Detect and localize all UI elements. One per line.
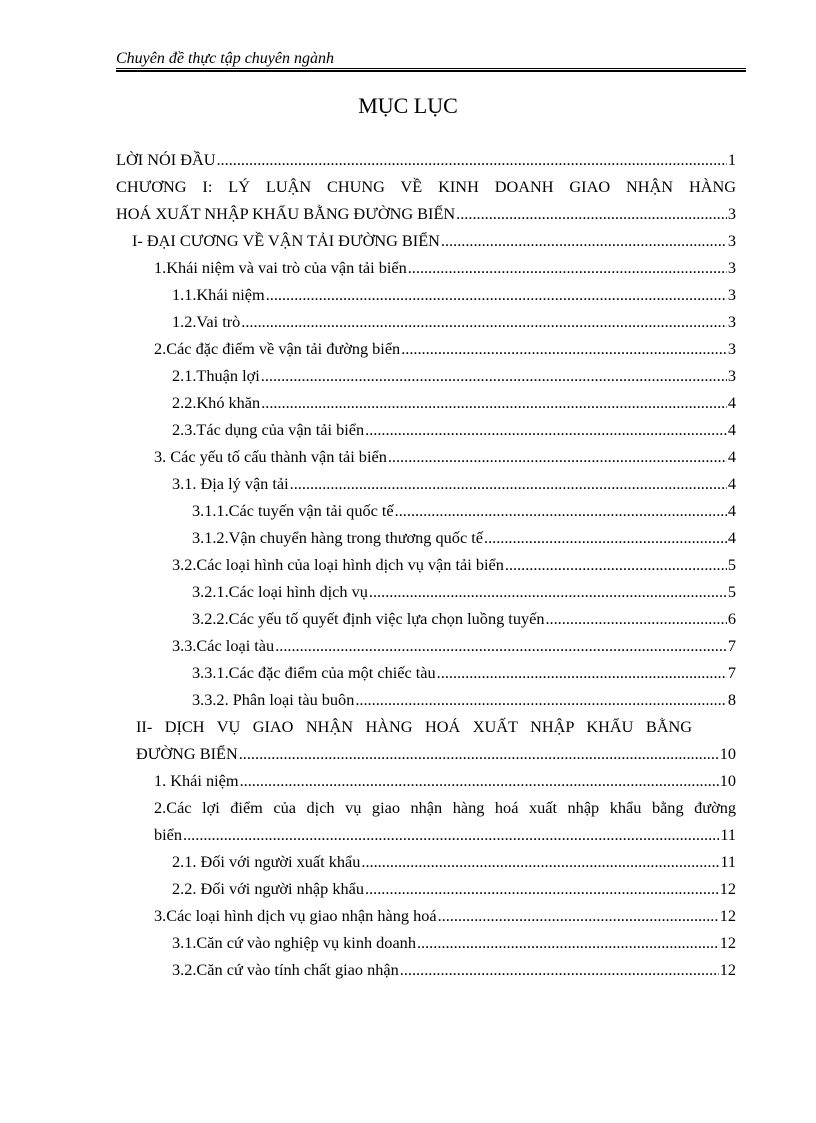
toc-entry-page: 3 bbox=[727, 285, 736, 304]
leader-dots bbox=[240, 767, 719, 794]
toc-entry-label: 3. Các yếu tố cấu thành vận tải biển bbox=[154, 447, 387, 466]
toc-entry-page: 4 bbox=[727, 420, 736, 439]
toc-entry[interactable] bbox=[172, 551, 736, 578]
toc-entry-page: 5 bbox=[727, 555, 736, 574]
toc-entry-page: 11 bbox=[720, 825, 736, 844]
header-title: Chuyên đề thực tập chuyên ngành bbox=[116, 50, 334, 67]
toc-entry[interactable] bbox=[172, 308, 736, 335]
toc-entry-label: 2.1. Đối với người xuất khẩu bbox=[172, 852, 361, 871]
toc-entry[interactable] bbox=[192, 686, 736, 713]
leader-dots bbox=[505, 551, 727, 578]
toc-entry[interactable] bbox=[172, 470, 736, 497]
toc-entry[interactable] bbox=[192, 659, 736, 686]
toc-entry[interactable] bbox=[154, 443, 736, 470]
leader-dots bbox=[437, 659, 727, 686]
toc-entry-page: 7 bbox=[727, 636, 736, 655]
toc-entry-page: 11 bbox=[720, 852, 736, 871]
toc-entry[interactable] bbox=[172, 362, 736, 389]
toc-entry-label: 3.2.Các loại hình của loại hình dịch vụ vận tải biển bbox=[172, 555, 504, 574]
leader-dots bbox=[369, 578, 727, 605]
toc-entry[interactable] bbox=[154, 254, 736, 281]
toc-entry[interactable] bbox=[172, 875, 736, 902]
toc-entry[interactable] bbox=[192, 605, 736, 632]
toc-entry-label: 1.Khái niệm và vai trò của vận tải biển bbox=[154, 258, 407, 277]
toc-entry-label: 3.2.1.Các loại hình dịch vụ bbox=[192, 582, 368, 601]
toc-entry[interactable] bbox=[154, 902, 736, 929]
toc-entry[interactable] bbox=[116, 200, 736, 227]
toc-entry-page: 10 bbox=[719, 771, 736, 790]
toc-entry[interactable] bbox=[192, 497, 736, 524]
toc-entry-label: biển bbox=[154, 825, 183, 844]
leader-dots bbox=[290, 470, 727, 497]
toc-entry-label: LỜI NÓI ĐẦU bbox=[116, 150, 216, 169]
leader-dots bbox=[395, 497, 727, 524]
leader-dots bbox=[441, 227, 727, 254]
toc-entry-label: 3.3.Các loại tàu bbox=[172, 636, 275, 655]
toc-entry[interactable] bbox=[172, 848, 736, 875]
toc-entry-page: 12 bbox=[719, 879, 736, 898]
toc-entry-page: 1 bbox=[727, 150, 736, 169]
leader-dots bbox=[261, 389, 727, 416]
toc-entry[interactable] bbox=[154, 767, 736, 794]
toc-entry[interactable] bbox=[172, 416, 736, 443]
header-rule-thick bbox=[116, 70, 746, 72]
leader-dots bbox=[261, 362, 727, 389]
toc-entry[interactable] bbox=[154, 821, 736, 848]
toc-entry-line1[interactable]: CHƯƠNG I: LÝ LUẬN CHUNG VỀ KINH DOANH GIAO NHẬN HÀNG bbox=[116, 177, 736, 196]
toc-entry-label: 3.1. Địa lý vận tải bbox=[172, 474, 289, 493]
toc-entry-page: 10 bbox=[719, 744, 736, 763]
toc-entry-line1[interactable]: II- DỊCH VỤ GIAO NHẬN HÀNG HOÁ XUẤT NHẬP KHẨU BẰNG bbox=[136, 717, 692, 736]
leader-dots bbox=[484, 524, 727, 551]
toc-entry-page: 12 bbox=[719, 933, 736, 952]
toc-entry-label: 3.3.1.Các đặc điểm của một chiếc tàu bbox=[192, 663, 436, 682]
leader-dots bbox=[408, 254, 727, 281]
leader-dots bbox=[239, 740, 719, 767]
toc-entry-label: 3.3.2. Phân loại tàu buôn bbox=[192, 690, 355, 709]
toc-entry-page: 3 bbox=[727, 258, 736, 277]
toc-entry-label: 2.2.Khó khăn bbox=[172, 393, 261, 412]
page-header bbox=[116, 50, 746, 68]
toc-entry-page: 3 bbox=[727, 312, 736, 331]
toc-entry-label: 3.1.1.Các tuyến vận tải quốc tế bbox=[192, 501, 394, 520]
leader-dots bbox=[401, 335, 727, 362]
toc-entry-label: 2.3.Tác dụng của vận tải biển bbox=[172, 420, 365, 439]
toc-entry-label: 3.2.2.Các yếu tố quyết định việc lựa chọn luồng tuyến bbox=[192, 609, 545, 628]
toc-entry-label: 3.2.Căn cứ vào tính chất giao nhận bbox=[172, 960, 399, 979]
toc-entry-label: HOÁ XUẤT NHẬP KHẨU BẰNG ĐƯỜNG BIỂN bbox=[116, 204, 456, 223]
toc-entry-label: 2.1.Thuận lợi bbox=[172, 366, 260, 385]
leader-dots bbox=[417, 929, 719, 956]
toc-entry[interactable] bbox=[116, 146, 736, 173]
header-rule-thin bbox=[116, 68, 746, 69]
toc-entry-page: 3 bbox=[727, 366, 736, 385]
leader-dots bbox=[241, 308, 727, 335]
leader-dots bbox=[266, 281, 727, 308]
toc-entry-label: 1.2.Vai trò bbox=[172, 312, 241, 331]
leader-dots bbox=[216, 146, 726, 173]
leader-dots bbox=[438, 902, 719, 929]
toc-entry-label: 1.1.Khái niệm bbox=[172, 285, 265, 304]
leader-dots bbox=[400, 956, 719, 983]
toc-entry-page: 4 bbox=[727, 393, 736, 412]
leader-dots bbox=[361, 848, 719, 875]
toc-entry[interactable] bbox=[136, 740, 736, 767]
toc-entry-label: I- ĐẠI CƯƠNG VỀ VẬN TẢI ĐƯỜNG BIỂN bbox=[132, 231, 440, 250]
toc-entry[interactable] bbox=[172, 281, 736, 308]
toc-entry[interactable] bbox=[172, 956, 736, 983]
leader-dots bbox=[183, 821, 719, 848]
leader-dots bbox=[456, 200, 727, 227]
toc-entry-label: 2.2. Đối với người nhập khẩu bbox=[172, 879, 365, 898]
page-title: MỤC LỤC bbox=[358, 93, 458, 118]
toc-entry-page: 3 bbox=[727, 231, 736, 250]
toc-entry[interactable] bbox=[192, 524, 736, 551]
leader-dots bbox=[545, 605, 726, 632]
toc-entry[interactable] bbox=[192, 578, 736, 605]
toc-entry[interactable] bbox=[172, 632, 736, 659]
toc-entry-label: 3.Các loại hình dịch vụ giao nhận hàng hoá bbox=[154, 906, 437, 925]
toc-entry[interactable] bbox=[172, 929, 736, 956]
toc-entry-label: 3.1.Căn cứ vào nghiệp vụ kinh doanh bbox=[172, 933, 416, 952]
toc-entry-page: 12 bbox=[719, 906, 736, 925]
toc-entry-label: 3.1.2.Vận chuyển hàng trong thương quốc tế bbox=[192, 528, 483, 547]
leader-dots bbox=[355, 686, 727, 713]
toc-entry[interactable] bbox=[132, 227, 736, 254]
toc-entry-page: 4 bbox=[727, 474, 736, 493]
leader-dots bbox=[365, 416, 727, 443]
toc-entry-label: ĐƯỜNG BIỂN bbox=[136, 744, 238, 763]
toc-entry-line1[interactable]: 2.Các lợi điểm của dịch vụ giao nhận hàng hoá xuất nhập khẩu bằng đường bbox=[154, 798, 736, 817]
toc-entry-page: 3 bbox=[727, 204, 736, 223]
toc-entry-page: 5 bbox=[727, 582, 736, 601]
toc-entry-label: 2.Các đặc điểm về vận tải đường biển bbox=[154, 339, 401, 358]
toc-entry-label: 1. Khái niệm bbox=[154, 771, 239, 790]
leader-dots bbox=[275, 632, 727, 659]
toc-entry-page: 6 bbox=[727, 609, 736, 628]
toc-entry-page: 4 bbox=[727, 447, 736, 466]
leader-dots bbox=[365, 875, 719, 902]
toc-entry-page: 8 bbox=[727, 690, 736, 709]
toc-entry[interactable] bbox=[154, 335, 736, 362]
toc-entry-page: 7 bbox=[727, 663, 736, 682]
leader-dots bbox=[388, 443, 727, 470]
toc-entry-page: 3 bbox=[727, 339, 736, 358]
toc-entry-page: 4 bbox=[727, 501, 736, 520]
toc-entry-page: 4 bbox=[727, 528, 736, 547]
toc-entry-page: 12 bbox=[719, 960, 736, 979]
toc-entry[interactable] bbox=[172, 389, 736, 416]
